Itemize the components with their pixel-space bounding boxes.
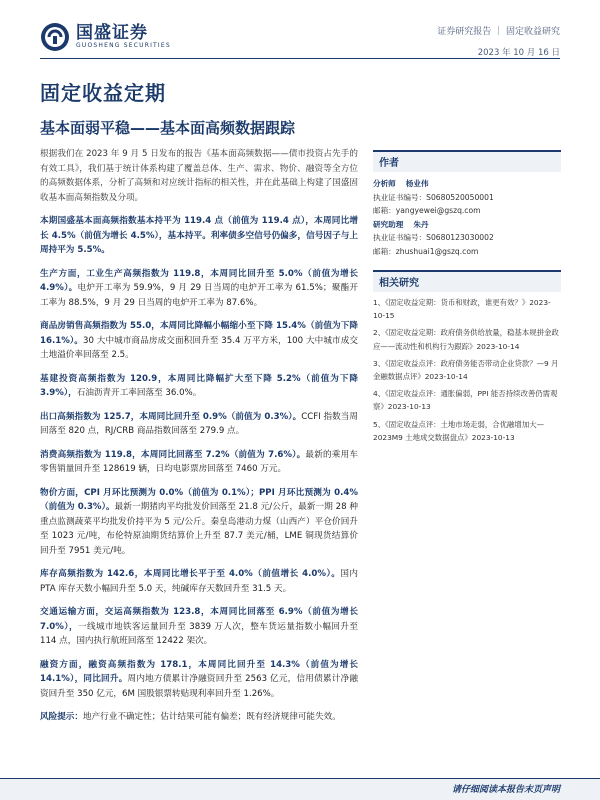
summary-paragraph	[40, 214, 358, 258]
paragraph-lead: 融资方面，融资高频指数为 178.1，本周同比回升至 14.3%（前值为增长 14.1%），同比回升。	[40, 659, 358, 684]
logo-chinese-name: 国盛证券	[76, 23, 148, 43]
related-heading: 相关研究	[373, 270, 561, 292]
header-divider	[40, 58, 560, 59]
paragraph-body: 最新的乘用车零售销量回升至 128619 辆，日均电影票房回落至 7460 万元。	[40, 449, 358, 474]
analyst-name: 杨业伟	[405, 179, 429, 188]
summary-paragraph	[40, 267, 358, 311]
paragraph-lead: 基建投资高频指数为 120.9，本周同比降幅扩大至下降 5.2%（前值为下降 3.9%），	[40, 373, 358, 398]
paragraph-lead: 物价方面，CPI 月环比预测为 0.0%（前值为 0.1%）；PPI 月环比预测为 0.4%（前值为 0.3%）。	[40, 487, 358, 512]
company-logo	[40, 22, 171, 52]
paragraph-body: 周内地方债累计净融资回升至 2563 亿元，信用债累计净融资回升至 350 亿元，6M 国股银票转贴现利率回升至 1.26%。	[40, 674, 359, 699]
author-block	[373, 177, 561, 258]
paragraph-lead: 本期国盛基本面高频指数基本持平为 119.4 点（前值为 119.4 点），本周同比增长 4.5%（前值为增长 4.5%），基本持平。利率债多空信号仍偏多，信号因子与上周持平为 5.5%。	[40, 216, 358, 255]
related-item[interactable]: 3、《固定收益点评：政府债务能否带动企业贷款？—9 月金融数据点评》2023-10-14	[373, 358, 559, 382]
authors-heading: 作者	[373, 150, 561, 172]
related-research	[373, 270, 561, 444]
summary-paragraph	[40, 448, 358, 477]
paragraph-body: 一线城市地铁客运量回升至 3839 万人次，整车货运量指数小幅回升至 114 点，国内执行航班回落至 12422 架次。	[40, 621, 358, 646]
paragraph-lead: 风险提示：	[40, 712, 83, 722]
footer-disclaimer: 请仔细阅读本报告末页声明	[451, 785, 560, 795]
related-item[interactable]: 5、《固定收益点评：土地市场走弱，合优融增加大—2023M9 土地成交数据盘点》2023-10-13	[373, 419, 544, 442]
summary-paragraph	[40, 410, 358, 439]
assistant-cert: 执业证书编号：S0680123030002	[373, 233, 494, 242]
analyst-email[interactable]: 邮箱：yangyewei@gszq.com	[373, 206, 481, 215]
assistant-name: 朱丹	[413, 219, 429, 229]
paragraph-body: 石油沥青开工率回落至 36.0%。	[76, 388, 202, 398]
analyst-label: 分析师	[373, 179, 396, 188]
assistant-email[interactable]: 邮箱：zhushuai1@gszq.com	[373, 246, 479, 256]
report-type-tag: 证券研究报告 ｜ 固定收益研究	[437, 27, 560, 37]
paragraph-body: 最新一期猪肉平均批发价回落至 21.8 元/公斤，最新一期 28 种重点监测蔬菜平均批发价持平为 5 元/公斤。秦皇岛港动力煤（山西产）平仓价回升至 1023 元/吨，布伦特原油期货结算价上升至 87.7 美元/桶，LME 铜现货结算价回升至 7951 美元/吨。	[40, 502, 358, 556]
summary-paragraph	[40, 605, 358, 649]
summary-paragraph	[40, 658, 358, 702]
analyst-cert: 执业证书编号：S0680520050001	[373, 192, 494, 202]
paragraph-body: 国内 PTA 库存天数小幅回升至 5.0 天，纯碱库存天数回升至 31.5 天。	[40, 569, 358, 594]
paragraph-lead: 生产方面，工业生产高频指数为 119.8，本周同比回升至 5.0%（前值为增长 4.9%）。	[40, 268, 358, 293]
related-item[interactable]: 4、《固定收益点评：通胀偏弱，PPI 能否持续改善仍需观察》2023-10-13	[373, 389, 558, 412]
paragraph-lead: 出口高频指数为 125.7，本周同比回升至 0.9%（前值为 0.3%）。	[40, 411, 302, 422]
related-item[interactable]: 1、《固定收益定期：货币和财政，谁更有效？》2023-10-15	[373, 298, 551, 321]
paragraph-body: 电炉开工率为 59.9%，9 月 29 日当周的电炉开工率为 61.5%；聚酯开工率为 88.5%，9 月 29 日当周的电炉开工率为 87.6%。	[40, 283, 358, 308]
paragraph-lead: 交通运输方面，交运高频指数为 123.8，本周同比回落至 6.9%（前值为增长 7.0%），	[40, 607, 358, 632]
summary-paragraph	[40, 710, 358, 725]
report-date: 2023 年 10 月 16 日	[477, 48, 560, 58]
paragraph-body: 30 大中城市商品房成交面积回升至 35.4 万平方米，100 大中城市成交土地溢价率回落至 2.5。	[40, 335, 358, 360]
summary-paragraphs	[40, 214, 358, 725]
related-item[interactable]: 2、《固定收益定期：政府债务供给放量，稳基本规拼金政应——流动性和机构行为跟踪》2023-10-14	[373, 328, 559, 351]
assistant-label: 研究助理	[373, 219, 404, 229]
summary-paragraph	[40, 567, 358, 596]
report-header	[0, 0, 600, 62]
paragraph-lead: 商品房销售高频指数为 55.0，本周同比降幅小幅缩小至下降 15.4%（前值为下降 16.1%）。	[40, 321, 358, 346]
paragraph-lead: 消费高频指数为 119.8，本周同比回落至 7.2%（前值为 7.6%）。	[40, 449, 306, 460]
summary-paragraph	[40, 372, 358, 401]
report-title: 基本面弱平稳——基本面高频数据跟踪	[40, 119, 296, 137]
summary-paragraph	[40, 319, 358, 363]
report-category: 固定收益定期	[40, 81, 166, 105]
paragraph-lead: 库存高频指数为 142.6，本周同比增长平于至 4.0%（前值增长 4.0%）。	[40, 569, 341, 579]
guosheng-logo-icon	[40, 22, 70, 52]
paragraph-body: 地产行业不确定性；估计结果可能有偏差；既有经济规律可能失效。	[82, 712, 341, 722]
intro-paragraph: 根据我们在 2023 年 9 月 5 日发布的报告《基本面高频数据——债市投资占先手的有效工具》，我们基于统计体系构建了覆盖总体、生产、需求、物价、融资等全方位的高频数据体系，分析了高频和对应统计指标的相关性，并在此基础上构建了国盛固收基本面高频指数及分项。	[40, 149, 358, 203]
sidebar	[373, 150, 561, 444]
summary-column	[40, 147, 358, 734]
summary-paragraph	[40, 486, 358, 559]
logo-english-name: GUOSHENG SECURITIES	[76, 42, 171, 49]
paragraph-body: CCFI 指数当周回落至 820 点，RJ/CRB 商品指数回落至 279.9 点。	[40, 411, 359, 436]
